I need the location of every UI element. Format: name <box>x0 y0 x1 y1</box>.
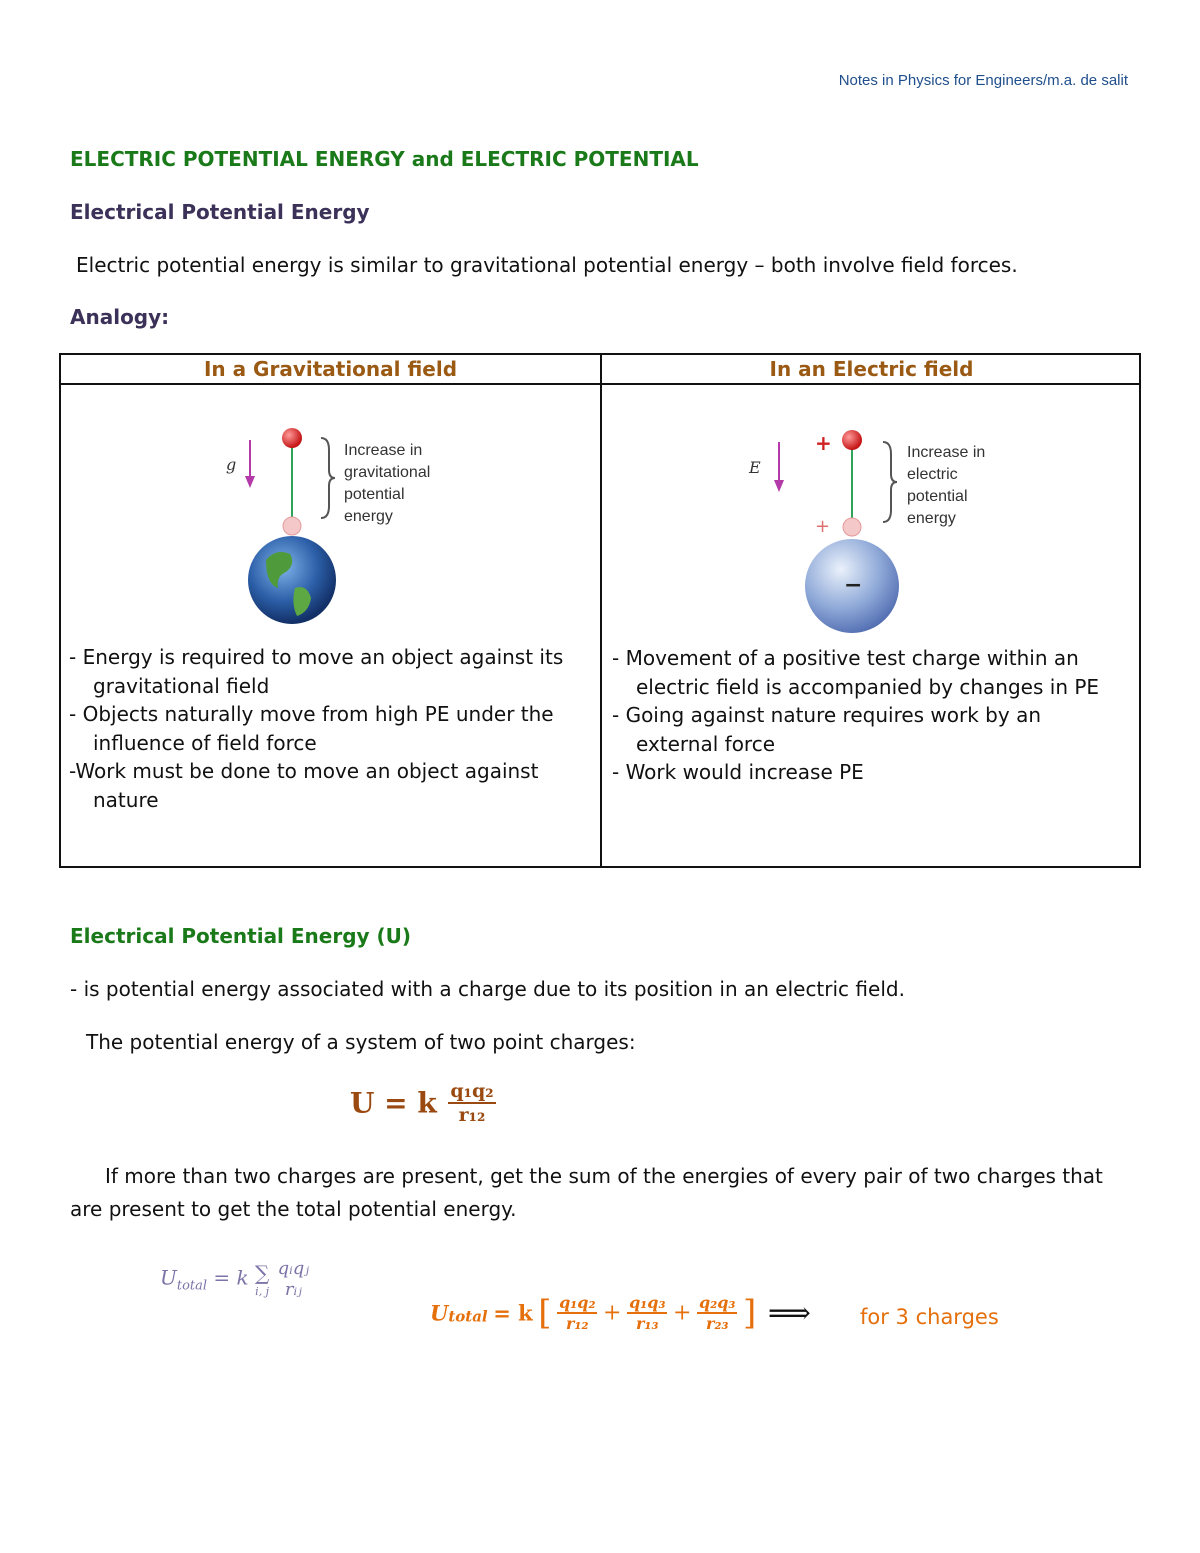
test-charge-high-icon <box>842 430 862 450</box>
list-item: -Work must be done to move an object against nature <box>69 759 539 812</box>
table-header-gravitational: In a Gravitational field <box>203 357 458 381</box>
definition-text: - is potential energy associated with a charge due to its position in an electric field. <box>70 977 905 1001</box>
list-item: - Going against nature requires work by an external force <box>612 703 1042 756</box>
sum-formula: $U_{total} = k$ ∑ i, j qᵢqⱼ rᵢⱼ <box>160 1258 310 1300</box>
earth-icon <box>248 536 336 624</box>
formula-fraction: $\frac{\text{q₁q₂}}{\text{r₁₂}}$ <box>450 1080 494 1126</box>
fig-label-line: potential <box>344 486 405 503</box>
term-12: $\frac{\text{q₁q₂}}{\text{r₁₂}}$ <box>559 1293 596 1333</box>
electric-notes <box>612 644 1137 787</box>
more-charges-text: If more than two charges are present, get the sum of the energies of every pair of two charges that are present to get the total potential energy. <box>70 1164 1103 1221</box>
page-title: ELECTRIC POTENTIAL ENERGY and ELECTRIC POTENTIAL <box>70 147 699 171</box>
electric-figure-label <box>907 442 985 530</box>
list-item: - Work would increase PE <box>612 760 864 784</box>
gravitational-figure-label <box>344 440 430 528</box>
down-arrow-icon <box>774 480 784 492</box>
down-arrow-icon <box>245 476 255 488</box>
fig-label-line: gravitational <box>344 464 431 481</box>
brace-icon <box>321 438 335 518</box>
plus-high-icon: + <box>815 431 832 455</box>
e-symbol: E <box>749 458 761 477</box>
intro-paragraph: Electric potential energy is similar to gravitational potential energy – both involve field forces. <box>76 253 1018 277</box>
formula-lhs: U = k <box>350 1086 437 1120</box>
test-charge-low-icon <box>843 518 861 536</box>
sigma-symbol: ∑ i, j <box>255 1260 270 1298</box>
term-23: $\frac{\text{q₂q₃}}{\text{r₂₃}}$ <box>699 1293 736 1333</box>
minus-sign: − <box>844 573 863 598</box>
sum-fraction: qᵢqⱼ rᵢⱼ <box>277 1258 310 1300</box>
two-point-text: The potential energy of a system of two point charges: <box>86 1030 636 1054</box>
gravitational-notes <box>69 643 594 814</box>
g-symbol: g <box>226 455 237 474</box>
table-divider-vertical <box>600 355 602 866</box>
header-note: Notes in Physics for Engineers/m.a. de salit <box>838 72 1128 89</box>
formula-three-charges: $U_{total} = k$ [ $\frac{\text{q₁q₂}}{\text{r₁₂}}$ + $\frac{\text{q₁q₃}}{\text{r₁₃}}$ + $\frac{\text{q₂q₃}}{\text{r₂₃}}$ ] ⟹ <box>430 1293 811 1333</box>
list-item: - Energy is required to move an object against its gravitational field <box>69 645 564 698</box>
section-heading-u: Electrical Potential Energy (U) <box>70 924 412 948</box>
list-item: - Movement of a positive test charge within an electric field is accompanied by changes in PE <box>612 646 1100 699</box>
fig-label-line: potential <box>907 488 968 505</box>
fig-label-line: energy <box>344 508 393 525</box>
formula-two-charges <box>350 1080 496 1126</box>
table-divider-horizontal <box>61 383 1139 385</box>
analogy-label: Analogy: <box>70 305 170 329</box>
plus-low-icon: + <box>815 516 831 537</box>
mass-ball-low-icon <box>283 517 301 535</box>
fig-label-line: electric <box>907 466 958 483</box>
fig-label-line: Increase in <box>907 444 986 461</box>
list-item: - Objects naturally move from high PE under the influence of field force <box>69 702 554 755</box>
for-three-charges-caption: for 3 charges <box>860 1305 999 1329</box>
term-13: $\frac{\text{q₁q₃}}{\text{r₁₃}}$ <box>629 1293 666 1333</box>
brace-icon <box>883 442 897 522</box>
fig-label-line: energy <box>907 510 956 527</box>
section-heading-pe: Electrical Potential Energy <box>70 200 370 224</box>
mass-ball-high-icon <box>282 428 302 448</box>
implies-arrow-icon: ⟹ <box>767 1295 811 1331</box>
table-header-electric: In an Electric field <box>769 357 974 381</box>
fig-label-line: Increase in <box>344 442 423 459</box>
analogy-table <box>59 353 1141 868</box>
